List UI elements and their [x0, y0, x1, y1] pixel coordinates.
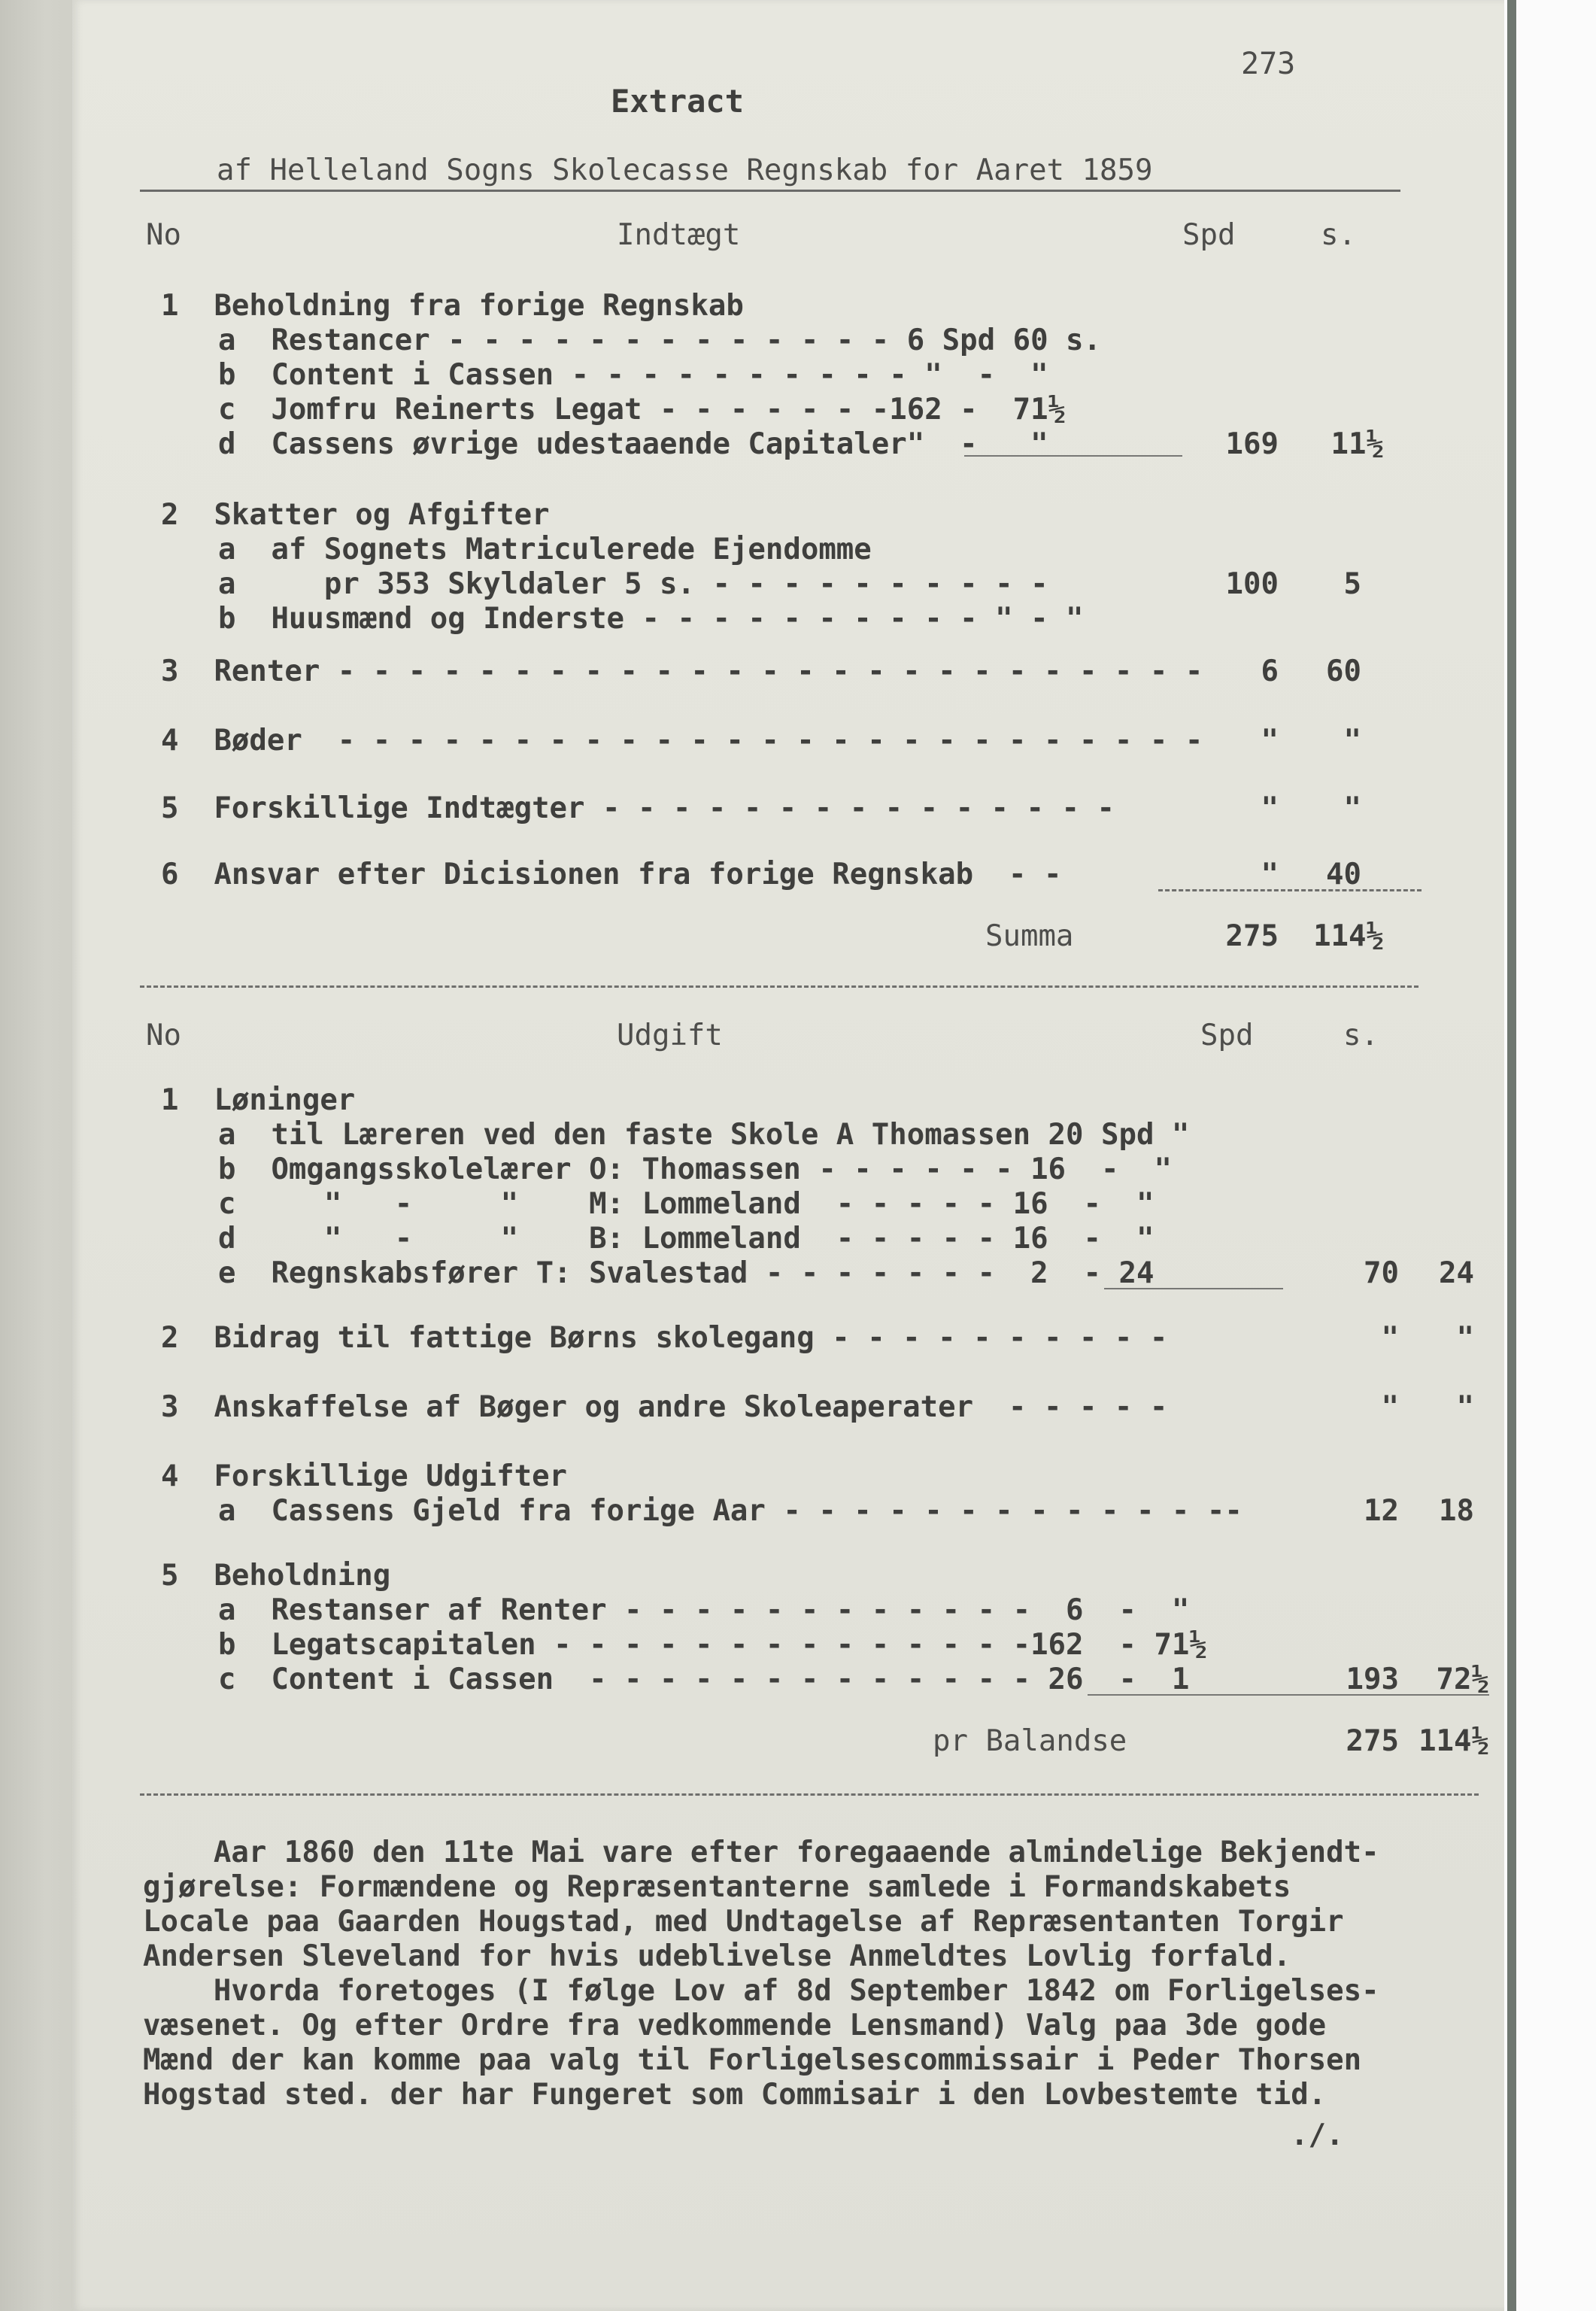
page-edge-strip — [1507, 0, 1516, 2311]
page-number: 273 — [1241, 47, 1296, 81]
note-line: Hogstad sted. der har Fungeret som Commisair i den Lovbestemte tid. — [143, 2078, 1327, 2112]
expense-line-4: 4 Forskillige Udgifter — [161, 1459, 568, 1493]
expense-header-title: Udgift — [617, 1019, 723, 1052]
income-line-6-spd: " — [1261, 858, 1279, 891]
expense-line-3-spd: " — [1381, 1390, 1399, 1424]
section-divider — [140, 985, 1418, 988]
expense-line-5b: b Legatscapitalen - - - - - - - - - - - - - -162 - 71½ — [218, 1628, 1207, 1662]
expense-line-3-s: " — [1456, 1390, 1474, 1424]
expense-line-1e: e Regnskabsfører T: Svalestad - - - - - - - 2 - 24 — [218, 1256, 1155, 1290]
expense-line-5-spd: 193 — [1346, 1663, 1399, 1696]
balance-label: pr Balandse — [933, 1724, 1127, 1758]
income-sum-label: Summa — [985, 919, 1074, 953]
income-line-2b: b Huusmænd og Inderste - - - - - - - - - - " - " — [218, 602, 1084, 636]
income-line-1: 1 Beholdning fra forige Regnskab — [161, 289, 744, 323]
heading-underline — [140, 190, 1400, 192]
income-line-5-spd: " — [1261, 791, 1279, 825]
expense-line-5a: a Restanser af Renter - - - - - - - - - - - - 6 - " — [218, 1593, 1190, 1627]
note-line: Andersen Sleveland for hvis udeblivelse Anmeldtes Lovlig forfald. — [143, 1939, 1291, 1973]
notes-divider — [140, 1793, 1479, 1796]
binding-gutter — [0, 0, 75, 2311]
income-line-4-spd: " — [1261, 724, 1279, 758]
income-header-spd: Spd — [1182, 218, 1236, 252]
note-line: væsenet. Og efter Ordre fra vedkommende Lensmand) Valg paa 3de gode — [143, 2009, 1327, 2042]
income-subtotal-rule-1 — [964, 455, 1182, 457]
income-line-1c: c Jomfru Reinerts Legat - - - - - - -162 - 71½ — [218, 393, 1067, 427]
income-line-3: 3 Renter - - - - - - - - - - - - - - - - - - - - - - - - - — [161, 654, 1203, 688]
income-sum-spd: 275 — [1225, 919, 1279, 953]
expense-total-rule — [1088, 1694, 1489, 1696]
end-mark: ./. — [1291, 2118, 1344, 2152]
income-line-1a: a Restancer - - - - - - - - - - - - - 6 Spd 60 s. — [218, 323, 1101, 357]
expense-line-1-s: 24 — [1439, 1256, 1474, 1290]
expense-line-1-spd: 70 — [1364, 1256, 1399, 1290]
expense-line-2: 2 Bidrag til fattige Børns skolegang - - - - - - - - - - — [161, 1321, 1168, 1355]
expense-line-4-s: 18 — [1439, 1494, 1474, 1528]
income-line-3-spd: 6 — [1261, 654, 1279, 688]
expense-line-5: 5 Beholdning — [161, 1559, 391, 1593]
balance-spd: 275 — [1346, 1724, 1399, 1758]
expense-line-2-s: " — [1456, 1321, 1474, 1355]
document-subheading: af Helleland Sogns Skolecasse Regnskab for Aaret 1859 — [217, 153, 1153, 187]
note-line: gjørelse: Formændene og Repræsentanterne samlede i Formandskabets — [143, 1870, 1291, 1904]
expense-line-5-s: 72½ — [1436, 1663, 1489, 1696]
income-line-3-s: 60 — [1326, 654, 1361, 688]
income-line-2a2: a pr 353 Skyldaler 5 s. - - - - - - - - - - — [218, 567, 1048, 601]
expense-line-5c: c Content i Cassen - - - - - - - - - - - - - 26 - 1 — [218, 1663, 1190, 1696]
balance-s: 114½ — [1418, 1724, 1489, 1758]
note-line: Mænd der kan komme paa valg til Forligelsescommissair i Peder Thorsen — [143, 2043, 1362, 2077]
income-header-title: Indtægt — [617, 218, 741, 252]
note-line: Hvorda foretoges (I følge Lov af 8d September 1842 om Forligelses- — [143, 1974, 1379, 2008]
expense-line-1c: c " - " M: Lommeland - - - - - 16 - " — [218, 1187, 1155, 1221]
expense-line-1d: d " - " B: Lommeland - - - - - 16 - " — [218, 1222, 1155, 1256]
expense-header-spd: Spd — [1200, 1019, 1254, 1052]
income-line-5-s: " — [1343, 791, 1361, 825]
income-line-2a: a af Sognets Matriculerede Ejendomme — [218, 533, 872, 566]
page-edge — [1504, 0, 1596, 2311]
income-line-4: 4 Bøder - - - - - - - - - - - - - - - - - - - - - - - - - — [161, 724, 1203, 758]
note-line: Aar 1860 den 11te Mai vare efter foregaaende almindelige Bekjendt- — [143, 1836, 1379, 1869]
income-total-rule — [1158, 889, 1422, 891]
income-line-6: 6 Ansvar efter Dicisionen fra forige Regnskab - - — [161, 858, 1062, 891]
income-line-1b: b Content i Cassen - - - - - - - - - - " - " — [218, 358, 1048, 392]
income-sum-s: 114½ — [1313, 919, 1384, 953]
income-line-6-s: 40 — [1326, 858, 1361, 891]
expense-line-1a: a til Læreren ved den faste Skole A Thomassen 20 Spd " — [218, 1118, 1190, 1152]
expense-line-1b: b Omgangsskolelærer O: Thomassen - - - - - - 16 - " — [218, 1152, 1172, 1186]
income-line-4-s: " — [1343, 724, 1361, 758]
expense-line-4-spd: 12 — [1364, 1494, 1399, 1528]
document-heading: Extract — [611, 83, 745, 120]
expense-line-1: 1 Løninger — [161, 1083, 356, 1117]
income-header-no: No — [146, 218, 181, 252]
expense-header-s: s. — [1343, 1019, 1379, 1052]
income-line-2-s: 5 — [1343, 567, 1361, 601]
income-header-s: s. — [1321, 218, 1356, 252]
expense-header-no: No — [146, 1019, 181, 1052]
expense-line-3: 3 Anskaffelse af Bøger og andre Skoleaperater - - - - - — [161, 1390, 1168, 1424]
income-line-2-spd: 100 — [1225, 567, 1279, 601]
income-line-2: 2 Skatter og Afgifter — [161, 498, 550, 532]
income-line-1-spd: 169 — [1225, 427, 1279, 461]
expense-line-4a: a Cassens Gjeld fra forige Aar - - - - - - - - - - - - -- — [218, 1494, 1243, 1528]
income-line-5: 5 Forskillige Indtægter - - - - - - - - - - - - - - - — [161, 791, 1115, 825]
expense-subtotal-rule-1 — [1104, 1288, 1283, 1289]
expense-line-2-spd: " — [1381, 1321, 1399, 1355]
note-line: Locale paa Gaarden Hougstad, med Undtagelse af Repræsentanten Torgir — [143, 1905, 1344, 1939]
income-line-1-s: 11½ — [1331, 427, 1384, 461]
income-line-1d: d Cassens øvrige udestaaende Capitaler" - " — [218, 427, 1048, 461]
